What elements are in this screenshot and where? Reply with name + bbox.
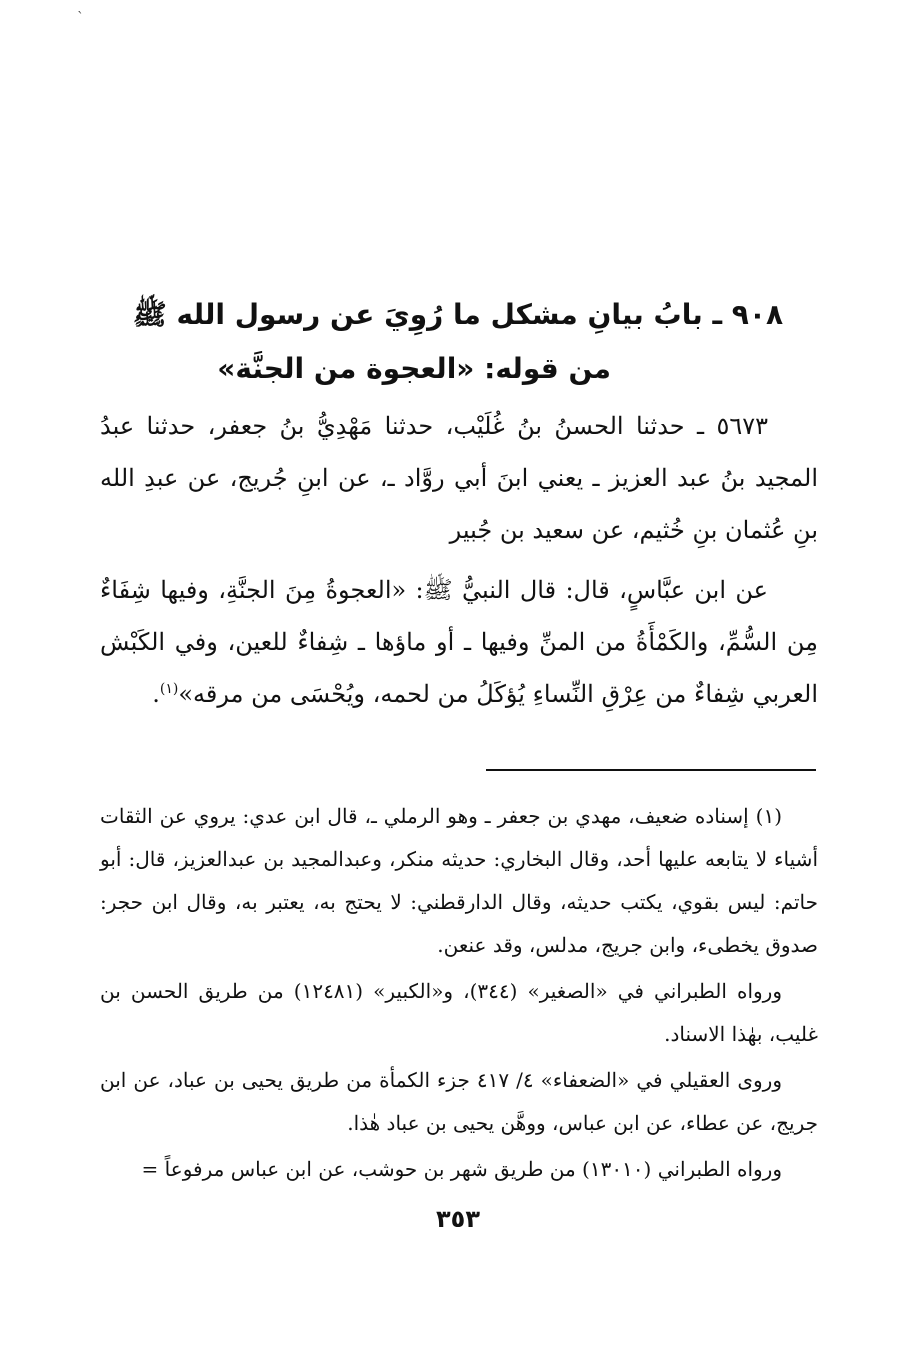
footnotes bbox=[100, 795, 818, 1191]
scan-mark: ˋ bbox=[77, 10, 84, 26]
footnote-2: ورواه الطبراني في «الصغير» (٣٤٤)، و«الكبير» (١٢٤٨١) من طريق الحسن بن غليب، بهٰذا الاسناد. bbox=[100, 979, 818, 1046]
page-number: ٣٥٣ bbox=[436, 1205, 480, 1233]
hadith-text bbox=[100, 400, 818, 720]
footnote-4: ورواه الطبراني (١٣٠١٠) من طريق شهر بن حوشب، عن ابن عباس مرفوعاً = bbox=[141, 1157, 782, 1181]
chapter-title: ٩٠٨ ـ بابُ بيانِ مشكل ما رُوِيَ عن رسول الله ﷺ bbox=[132, 298, 784, 331]
isnad-paragraph: ٥٦٧٣ ـ حدثنا الحسنُ بنُ غُلَيْب، حدثنا مَهْدِيُّ بنُ جعفر، حدثنا عبدُ المجيد بنُ عبد العزيز ـ يعني ابنَ أبي روَّاد ـ، عن ابنِ جُريج، عن عبدِ الله بنِ عُثمان بنِ خُثيم، عن سعيد بن جُبير bbox=[100, 412, 819, 544]
footnote-marker: (١) bbox=[159, 681, 179, 697]
footnote-1: (١) إسناده ضعيف، مهدي بن جعفر ـ وهو الرملي ـ، قال ابن عدي: يروي عن الثقات أشياء لا يتابعه عليها أحد، وقال البخاري: حديثه منكر، وعبدالمجيد بن عبدالعزيز، قال: أبو حاتم: ليس بقوي، يكتب حديثه، وقال الدارقطني: لا يحتج به، يعتبر به، وقال ابن حجر: صدوق يخطىء، وابن جريج، مدلس، وقد عنعن. bbox=[100, 804, 818, 957]
footnote-3: وروى العقيلي في «الضعفاء» ٤/ ٤١٧ جزء الكمأة من طريق يحيى بن عباد، عن ابن جريج، عن عطاء، عن ابن عباس، ووهَّن يحيى بن عباد هٰذا. bbox=[100, 1068, 818, 1135]
chapter-subtitle: من قوله: «العجوة من الجنَّة» bbox=[217, 352, 611, 385]
footnote-separator bbox=[486, 769, 816, 771]
matn-text: عن ابن عبَّاسٍ، قال: قال النبيُّ ﷺ: «العجوةُ مِنَ الجنَّةِ، وفيها شِفَاءٌ مِن السُّمِّ، والكَمْأَةُ من المنِّ وفيها ـ أو ماؤها ـ شِفاءٌ للعين، وفي الكَبْش العربي شِفاءٌ من عِرْقِ النِّساءِ يُؤكَلُ من لحمه، ويُحْسَى من مرقه» bbox=[100, 576, 818, 708]
matn-paragraph bbox=[100, 564, 818, 720]
end-period: . bbox=[152, 680, 160, 708]
chapter-heading bbox=[100, 288, 816, 396]
